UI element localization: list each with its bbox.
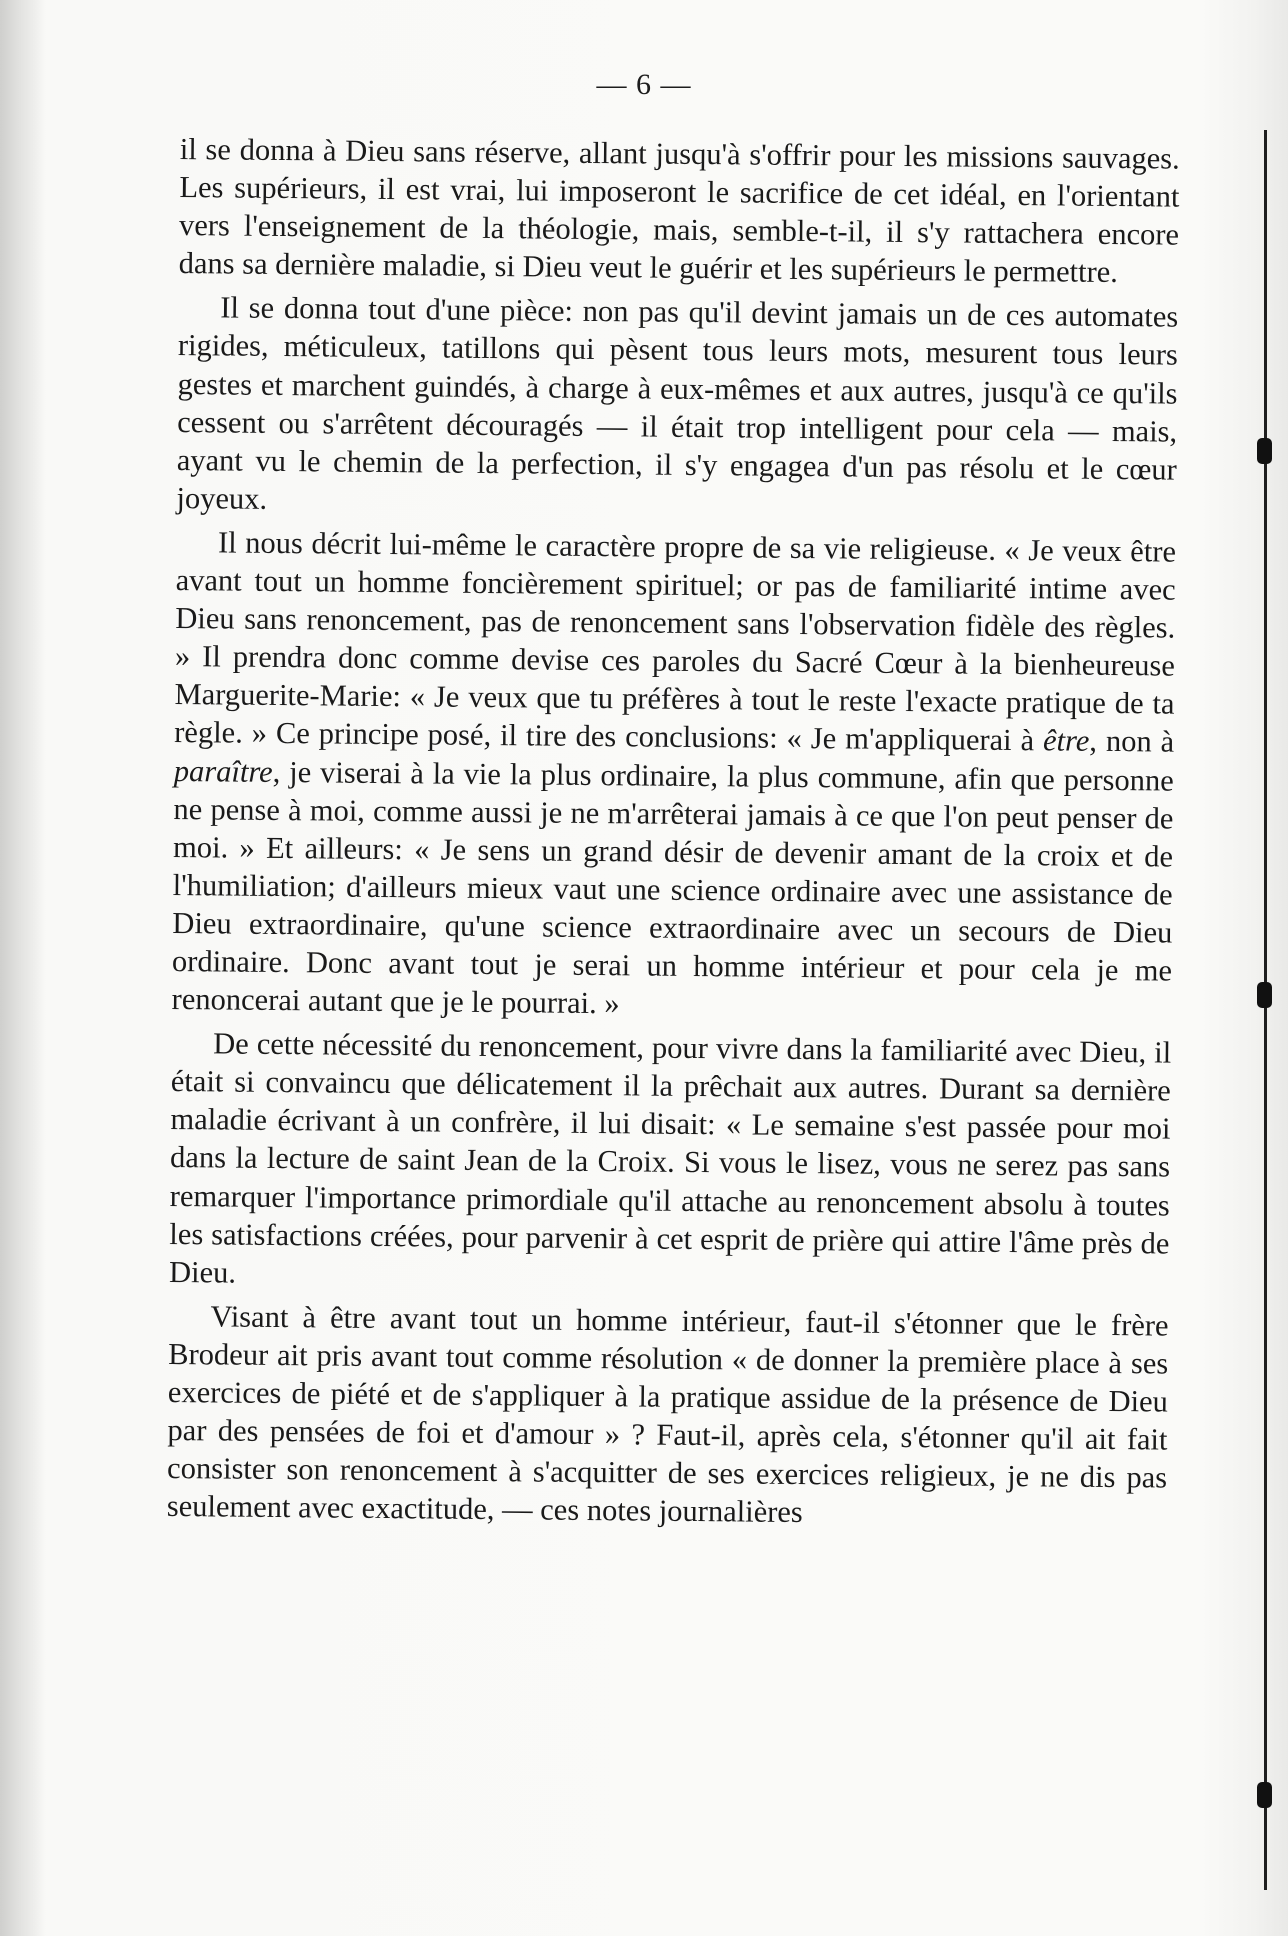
page-number: — 6 — — [596, 68, 692, 101]
page-left-edge-shadow — [0, 0, 46, 1936]
paragraph-5: Visant à être avant tout un homme intérieur, faut-il s'étonner que le frère Brodeur ait pris avant tout comme résolution « de donner la première place à ses exercices de piété et de s'appliquer à la pratique assidue de la présence de Dieu par des pensées de foi et d'amour » ? Faut-il, après cela, s'étonner qu'il ait fait consister son renoncement à s'acquitter de ses exercices religieux, je ne dis pas seulement avec exactitude, — ces notes journalières — [166, 1299, 1169, 1530]
binding-stitch — [1257, 982, 1272, 1008]
italic-etre: être — [1042, 723, 1090, 759]
page-body — [167, 130, 1180, 1541]
paragraph-3-part-a: Il nous décrit lui-même le caractère propre de sa vie religieuse. « Je veux être avant tout un homme foncièrement spirituel; or pas de familiarité intime avec Dieu sans renoncement, pas de renoncement sans l'observation fidèle des règles. » Il prendra donc comme devise ces paroles du Sacré Cœur à la bienheureuse Marguerite-Marie: « Je veux que tu préfères à tout le reste l'exacte pratique de ta règle. » Ce principe posé, il tire des conclusions: « Je m'appliquerai à — [174, 525, 1177, 758]
italic-paraitre: paraître — [173, 753, 273, 789]
binding-stitch — [1257, 438, 1272, 464]
binding-thread — [1264, 130, 1267, 1890]
paragraph-3-part-b: , non à — [1089, 724, 1175, 759]
paragraph-3-part-c: , je viserai à la vie la plus ordinaire, la plus commune, afin que personne ne pense à moi, comme aussi je ne m'arrêterai jamais à ce que l'on peut penser de moi. » Et ailleurs: « Je sens un grand désir de devenir amant de la croix et de l'humiliation; d'ailleurs mieux vaut une science ordinaire avec une assistance de Dieu extraordinaire, qu'une science extraordinaire avec un secours de Dieu ordinaire. Donc avant tout je serai un homme intérieur et pour cela je me renoncerai autant que je le pourrai. » — [171, 754, 1174, 1021]
paragraph-3 — [171, 523, 1176, 1028]
binding-stitch — [1257, 1782, 1272, 1808]
paragraph-4: De cette nécessité du renoncement, pour vivre dans la familiarité avec Dieu, il était si convaincu que délicatement il la prêchait aux autres. Durant sa dernière maladie écrivant à un confrère, il lui disait: « Le semaine s'est passée pour moi dans la lecture de saint Jean de la Croix. Si vous le lisez, vous ne serez pas sans remarquer l'importance primordiale qu'il attache au renoncement absolu à toutes les satisfactions créées, pour parvenir à cet esprit de prière qui attire l'âme près de Dieu. — [168, 1026, 1172, 1290]
paragraph-1: il se donna à Dieu sans réserve, allant jusqu'à s'offrir pour les missions sauvages. Les supérieurs, il est vrai, lui imposeront le sacrifice de cet idéal, en l'orientant vers l'enseignement de la théologie, mais, semble-t-il, il s'y rattachera encore dans sa dernière maladie, si Dieu veut le guérir et les supérieurs le permettre. — [178, 131, 1180, 290]
paragraph-2: Il se donna tout d'une pièce: non pas qu'il devint jamais un de ces automates rigides, méticuleux, tatillons qui pèsent tous leurs mots, mesurent tous leurs gestes et marchent guindés, à charge à eux-mêmes et aux autres, jusqu'à ce qu'ils cessent ou s'arrêtent découragés — il était trop intelligent pour cela — mais, ayant vu le chemin de la perfection, il s'y engagea d'un pas résolu et le cœur joyeux. — [176, 290, 1179, 516]
